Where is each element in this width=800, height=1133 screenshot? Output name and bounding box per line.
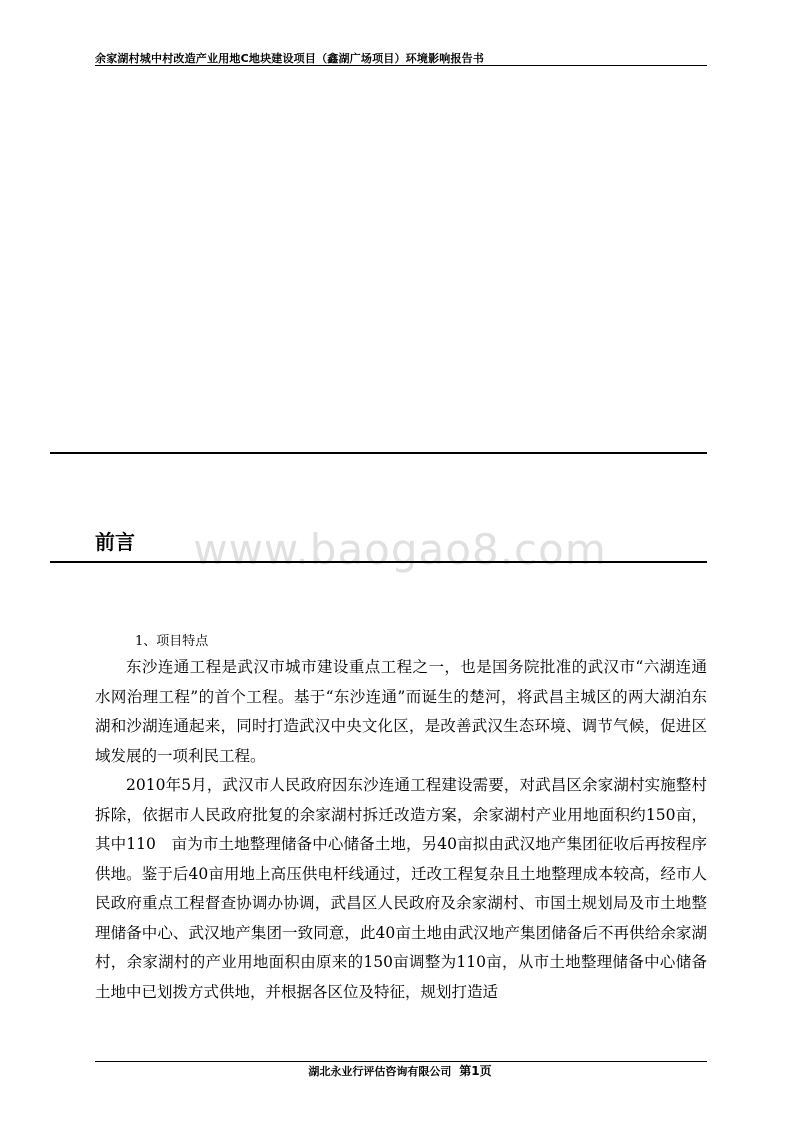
subheading: 1、项目特点: [135, 634, 209, 649]
watermark: www.baogao8.com: [193, 525, 607, 574]
section-title: 前言: [95, 530, 135, 554]
section-bottom-divider: [50, 561, 707, 563]
header-divider: [95, 65, 707, 66]
body-text: [95, 653, 707, 1007]
section-top-divider: [50, 452, 707, 454]
footer-company: 湖北永业行评估咨询有限公司: [308, 1065, 452, 1078]
page-number: 第1页: [459, 1064, 492, 1078]
page-footer: [0, 1062, 800, 1079]
paragraph: 东沙连通工程是武汉市城市建设重点工程之一，也是国务院批准的武汉市“六湖连通水网治理工程”的首个工程。基于“东沙连通”而诞生的楚河，将武昌主城区的两大湖泊东湖和沙湖连通起来，同时打造武汉中央文化区，是改善武汉生态环境、调节气候，促进区域发展的一项利民工程。: [95, 658, 707, 765]
paragraph: 2010年5月，武汉市人民政府因东沙连通工程建设需要，对武昌区余家湖村实施整村拆除，依据市人民政府批复的余家湖村拆迁改造方案，余家湖村产业用地面积约150亩，其中110 亩为市土地整理储备中心储备土地，另40亩拟由武汉地产集团征收后再按程序供地。鉴于后40亩用地上高压供电杆线通过，迁改工程复杂且土地整理成本较高，经市人民政府重点工程督查协调办协调，武昌区人民政府及余家湖村、市国土规划局及市土地整理储备中心、武汉地产集团一致同意，此40亩土地由武汉地产集团储备后不再供给余家湖村，余家湖村的产业用地面积由原来的150亩调整为110亩，从市土地整理储备中心储备土地中已划拨方式供地，并根据各区位及特征，规划打造适: [95, 776, 707, 1001]
report-title: 余家湖村城中村改造产业用地C地块建设项目（鑫湖广场项目）环境影响报告书: [95, 52, 485, 65]
